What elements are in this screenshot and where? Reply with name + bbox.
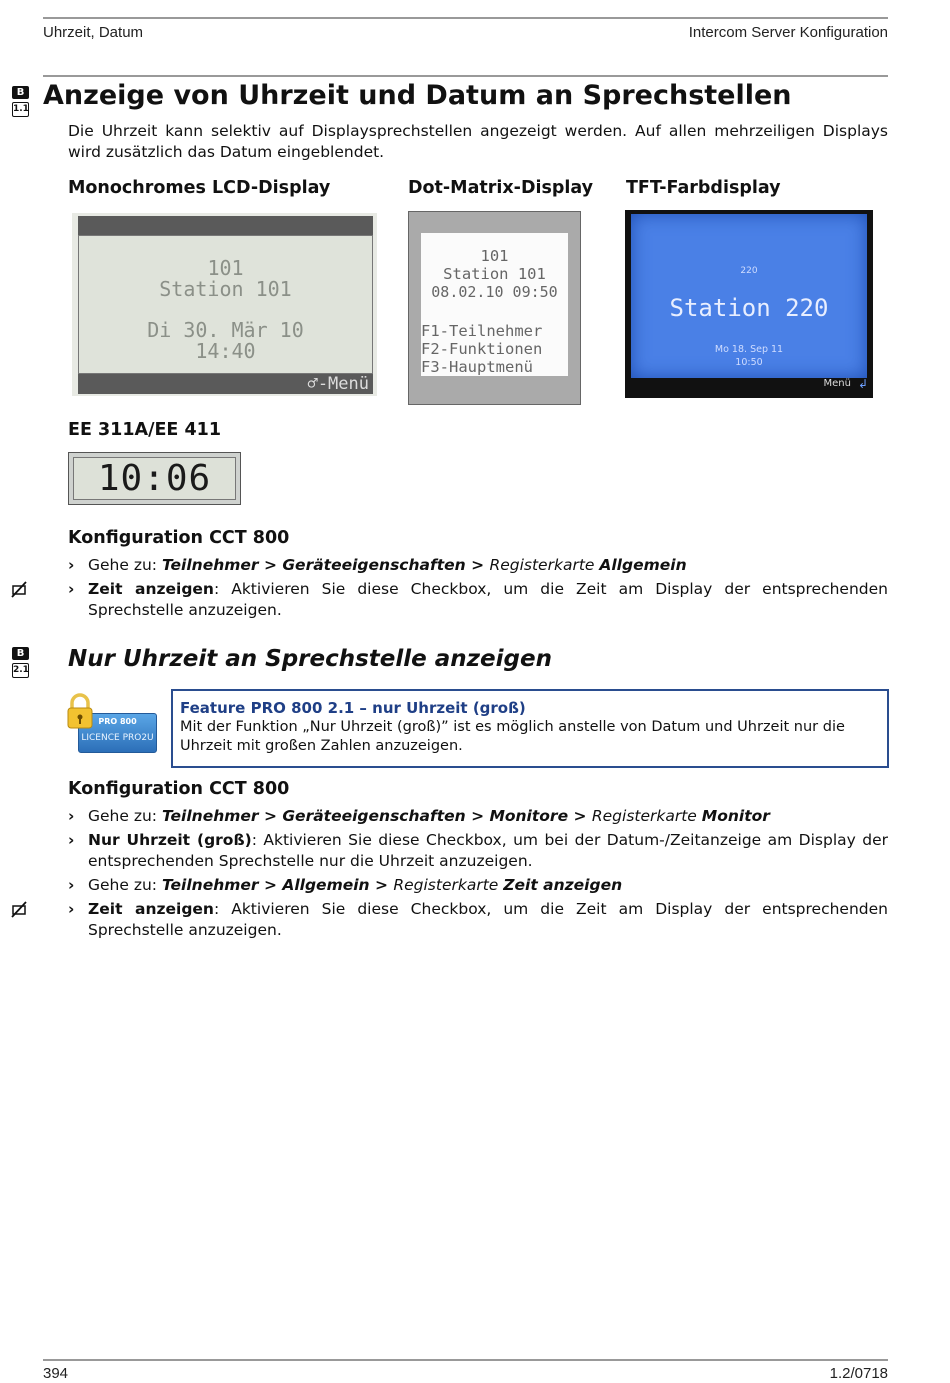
c2b1-prefix: Gehe zu: xyxy=(88,807,162,825)
tft-screen xyxy=(631,214,867,378)
no-display-icon xyxy=(10,900,28,918)
config2-bullet-1 xyxy=(68,806,888,827)
bullet-arrow-icon: › xyxy=(68,556,75,574)
dot-line-2: Station 101 xyxy=(443,265,546,283)
section-title-1: Anzeige von Uhrzeit und Datum an Sprechstellen xyxy=(43,80,792,111)
mono-lcd-menubar xyxy=(78,374,373,394)
config2-bullet-3 xyxy=(68,875,888,896)
badge-number: 1.1 xyxy=(12,102,29,117)
bullet-arrow-icon: › xyxy=(68,900,75,918)
b1-tabname: Allgemein xyxy=(599,556,687,574)
c2b2-bold: Nur Uhrzeit (groß) xyxy=(88,831,252,849)
ee-display xyxy=(68,452,241,505)
config2-title: Konfiguration CCT 800 xyxy=(68,779,290,799)
bullet-arrow-icon: › xyxy=(68,831,75,849)
c2b4-text: : Aktivieren Sie diese Checkbox, um die Zeit am Display der entsprechenden Sprechstelle anzuzeigen. xyxy=(88,900,888,939)
config1-title: Konfiguration CCT 800 xyxy=(68,528,290,548)
c2b3-prefix: Gehe zu: xyxy=(88,876,162,894)
licence-bottom: LICENCE PRO2U xyxy=(81,733,154,743)
config2-bullet-4 xyxy=(68,899,888,941)
section-badge-2 xyxy=(12,647,29,678)
licence-top: PRO 800 xyxy=(98,717,137,726)
badge-letter: B xyxy=(12,86,29,99)
tft-line-4: 10:50 xyxy=(735,357,763,368)
label-mono-lcd: Monochromes LCD-Display xyxy=(68,178,331,198)
footer-rule xyxy=(43,1359,888,1361)
licence-badge xyxy=(66,693,158,757)
feature-text: Mit der Funktion „Nur Uhrzeit (groß)” ist es möglich anstelle von Datum und Uhrzeit nur die Uhrzeit mit großen Zahlen anzuzeigen. xyxy=(180,719,845,754)
header-bottom-rule xyxy=(43,75,888,77)
b2-bold: Zeit anzeigen xyxy=(88,580,214,598)
label-ee: EE 311A/EE 411 xyxy=(68,420,221,440)
bullet-arrow-icon: › xyxy=(68,807,75,825)
label-tft: TFT-Farbdisplay xyxy=(626,178,781,198)
c2b3-tab: Registerkarte xyxy=(393,876,504,894)
c2b4-bold: Zeit anzeigen xyxy=(88,900,214,918)
c2b3-path: Teilnehmer > Allgemein > xyxy=(161,876,394,894)
dot-matrix-display xyxy=(408,211,581,405)
c2b1-tabname: Monitor xyxy=(701,807,770,825)
dot-line-1: 101 xyxy=(480,247,509,265)
header-left: Uhrzeit, Datum xyxy=(43,24,144,41)
section-intro: Die Uhrzeit kann selektiv auf Displaysprechstellen angezeigt werden. Auf allen mehrzeiligen Displays wird zusätzlich das Datum eingeblendet. xyxy=(68,122,888,161)
dot-line-6: F3-Hauptmenü xyxy=(421,358,533,376)
tft-line-2: Station 220 xyxy=(669,294,829,322)
header-right: Intercom Server Konfiguration xyxy=(688,24,888,41)
b1-tab: Registerkarte xyxy=(489,556,600,574)
mono-line-2: Station 101 xyxy=(159,277,292,301)
config2-bullet-2 xyxy=(68,830,888,872)
mono-lcd-screen xyxy=(78,235,373,374)
mono-line-3: Di 30. Mär 10 xyxy=(147,318,304,342)
ee-time: 10:06 xyxy=(97,458,212,499)
b1-prefix: Gehe zu: xyxy=(88,556,162,574)
mono-menu-label: ♂-Menü xyxy=(307,374,369,394)
section-title-2: Nur Uhrzeit an Sprechstelle anzeigen xyxy=(68,646,552,672)
bullet-arrow-icon: › xyxy=(68,876,75,894)
ee-screen xyxy=(73,457,236,500)
config1-bullet-2 xyxy=(68,579,888,621)
tft-display xyxy=(625,210,873,398)
section-badge-1 xyxy=(12,86,29,117)
dot-matrix-screen xyxy=(421,233,568,376)
tft-menu-icon: ↲ xyxy=(857,377,868,391)
mono-lcd-display xyxy=(72,213,377,396)
c2b1-path: Teilnehmer > Geräteeigenschaften > Monitore > xyxy=(161,807,592,825)
label-dot-matrix: Dot-Matrix-Display xyxy=(408,178,594,198)
tft-menu-label: Menü xyxy=(823,378,851,389)
c2b2-text: : Aktivieren Sie diese Checkbox, um bei der Datum-/Zeitanzeige am Display der entsprechenden Sprechstelle nur die Uhrzeit anzuzeigen. xyxy=(88,831,889,870)
header-top-rule xyxy=(43,17,888,19)
mono-line-4: 14:40 xyxy=(195,339,256,363)
feature-title: Feature PRO 800 2.1 – nur Uhrzeit (groß) xyxy=(180,699,526,717)
badge-number: 2.1 xyxy=(12,663,29,678)
dot-line-4: F1-Teilnehmer xyxy=(421,322,543,340)
config1-bullet-1 xyxy=(68,555,888,576)
tft-line-1: 220 xyxy=(740,266,758,276)
dot-line-5: F2-Funktionen xyxy=(421,340,543,358)
footer-page-number: 394 xyxy=(43,1365,69,1382)
b1-path: Teilnehmer > Geräteeigenschaften > xyxy=(161,556,490,574)
no-display-icon xyxy=(10,580,28,598)
c2b3-tabname: Zeit anzeigen xyxy=(503,876,623,894)
badge-letter: B xyxy=(12,647,29,660)
footer-version: 1.2/0718 xyxy=(829,1365,888,1382)
b2-text: : Aktivieren Sie diese Checkbox, um die Zeit am Display der entsprechenden Sprechstelle anzuzeigen. xyxy=(88,580,888,619)
dot-line-3: 08.02.10 09:50 xyxy=(431,283,558,301)
mono-lcd-topbar xyxy=(78,216,373,235)
feature-box xyxy=(171,689,889,768)
padlock-icon xyxy=(66,693,94,731)
bullet-arrow-icon: › xyxy=(68,580,75,598)
mono-line-1: 101 xyxy=(207,256,244,280)
c2b1-tab: Registerkarte xyxy=(591,807,702,825)
tft-line-3: Mo 18. Sep 11 xyxy=(714,344,784,355)
